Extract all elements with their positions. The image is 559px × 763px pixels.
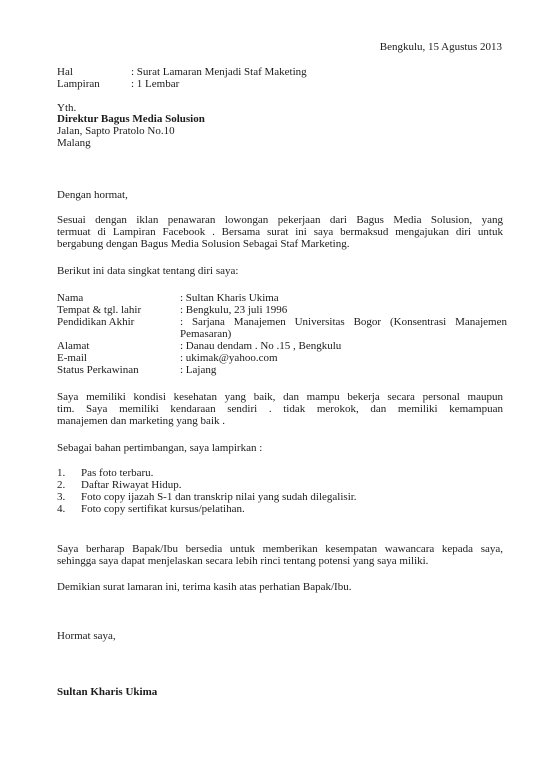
bio-intro: Berikut ini data singkat tentang diri saya: <box>57 265 239 277</box>
recipient-address-line1: Jalan, Sapto Pratolo No.10 <box>57 125 175 137</box>
attachment-number: 1. <box>57 467 66 479</box>
meta-label: Lampiran <box>57 78 100 90</box>
bio-label: Pendidikan Akhir <box>57 316 135 328</box>
attachment-number: 3. <box>57 491 66 503</box>
bio-value: : ukimak@yahoo.com <box>180 352 278 364</box>
attachment-text: Foto copy sertifikat kursus/pelatihan. <box>81 503 245 515</box>
attachments-intro: Sebagai bahan pertimbangan, saya lampirkan : <box>57 442 263 454</box>
meta-label: Hal <box>57 66 73 78</box>
attachment-number: 2. <box>57 479 66 491</box>
closing-line: Demikian surat lamaran ini, terima kasih atas perhatian Bapak/Ibu. <box>57 581 352 593</box>
condition-paragraph <box>57 391 503 427</box>
attachment-text: Daftar Riwayat Hidup. <box>81 479 182 491</box>
paragraph-line: Saya berharap Bapak/Ibu bersedia untuk memberikan kesempatan wawancara kepada saya, <box>57 543 503 555</box>
bio-value: : Lajang <box>180 364 217 376</box>
bio-value: : Sultan Kharis Ukima <box>180 292 279 304</box>
paragraph-line: tim. Saya memiliki kendaraan sendiri . tidak merokok, dan memiliki kemampuan <box>57 403 503 415</box>
intro-paragraph <box>57 214 503 250</box>
bio-label: Nama <box>57 292 84 304</box>
paragraph-line: Saya memiliki kondisi kesehatan yang baik, dan mampu bekerja secara personal maupun <box>57 391 503 403</box>
paragraph-line: bergabung dengan Bagus Media Solusion Sebagai Staf Marketing. <box>57 238 350 250</box>
regards: Hormat saya, <box>57 630 116 642</box>
bio-value: : Sarjana Manajemen Universitas Bogor (Konsentrasi Manajemen <box>180 316 507 328</box>
letter-date: Bengkulu, 15 Agustus 2013 <box>379 41 502 53</box>
recipient-address-line2: Malang <box>57 137 91 149</box>
paragraph-line: termuat di Lampiran Facebook . Bersama surat ini saya bermaksud mengajukan diri untuk <box>57 226 503 238</box>
bio-label: Tempat & tgl. lahir <box>57 304 142 316</box>
paragraph-line: Sesuai dengan iklan penawaran lowongan pekerjaan dari Bagus Media Solusion, yang <box>57 214 503 226</box>
bio-label: Status Perkawinan <box>57 364 139 376</box>
bio-label: Alamat <box>57 340 90 352</box>
meta-value: : Surat Lamaran Menjadi Staf Maketing <box>131 66 307 78</box>
bio-value: : Danau dendam . No .15 , Bengkulu <box>180 340 342 352</box>
signature-name: Sultan Kharis Ukima <box>57 686 158 698</box>
meta-value: : 1 Lembar <box>131 78 180 90</box>
bio-value-continuation: Pemasaran) <box>180 328 232 340</box>
recipient-yth: Yth. <box>57 102 77 114</box>
bio-label: E-mail <box>57 352 87 364</box>
hope-paragraph <box>57 543 503 567</box>
recipient-name: Direktur Bagus Media Solusion <box>57 113 205 125</box>
attachment-text: Foto copy ijazah S-1 dan transkrip nilai yang sudah dilegalisir. <box>81 491 357 503</box>
paragraph-line: manajemen dan marketing yang baik . <box>57 415 225 427</box>
paragraph-line: sehingga saya dapat menjelaskan secara lebih rinci tentang potensi yang saya miliki. <box>57 555 429 567</box>
attachment-text: Pas foto terbaru. <box>81 467 154 479</box>
attachment-number: 4. <box>57 503 66 515</box>
greeting: Dengan hormat, <box>57 189 128 201</box>
bio-value: : Bengkulu, 23 juli 1996 <box>180 304 288 316</box>
